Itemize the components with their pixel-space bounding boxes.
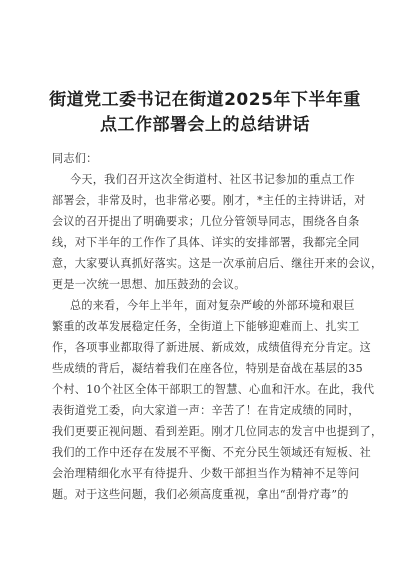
body-line: 我们更要正视问题、看到差距。刚才几位同志的发言中也提到了， [52,425,383,438]
body-line: 表街道党工委，向大家道一声：辛苦了！在肯定成绩的同时， [52,404,360,417]
body-line: 些成绩的背后，凝结着我们在座各位，特别是奋战在基层的35 [52,362,363,375]
body-line: 会治理精细化水平有待提升、少数干部担当作为精神不足等问 [52,467,360,480]
body-line: 繁重的改革发展稳定任务，全街道上下能够迎难而上、扎实工 [52,320,360,333]
document-title-line-2: 点工作部署会上的总结讲话 [100,115,310,135]
document-title-line-1: 街道党工委书记在街道2025年下半年重 [49,90,361,110]
body-line: 作，各项事业都取得了新进展、新成效，成绩值得充分肯定。这 [52,341,372,354]
body-line: 今天，我们召开这次全街道村、社区书记参加的重点工作 [70,173,355,186]
body-line: 会议的召开提出了明确要求；几位分管领导同志，围绕各自条 [52,215,360,228]
body-line: 部署会，非常及时，也非常必要。刚才，*主任的主持讲话，对 [52,194,366,207]
body-line: 总的来看，今年上半年，面对复杂严峻的外部环境和艰巨 [70,299,355,312]
body-line: 线，对下半年的工作作了具体、详实的安排部署，我都完全同 [52,236,360,249]
body-line: 意，大家要认真抓好落实。这是一次承前启后、继往开来的会议， [52,257,383,270]
body-line: 我们的工作中还存在发展不平衡、不充分民生领域还有短板、社 [52,446,372,459]
body-line: 题。对于这些问题，我们必须高度重视，拿出“刮骨疗毒”的 [52,488,349,501]
body-line: 更是一次统一思想、加压鼓劲的会议。 [52,278,246,291]
body-line: 个村、10个社区全体干部职工的智慧、心血和汗水。在此，我代 [52,383,375,396]
salutation: 同志们： [52,152,98,165]
